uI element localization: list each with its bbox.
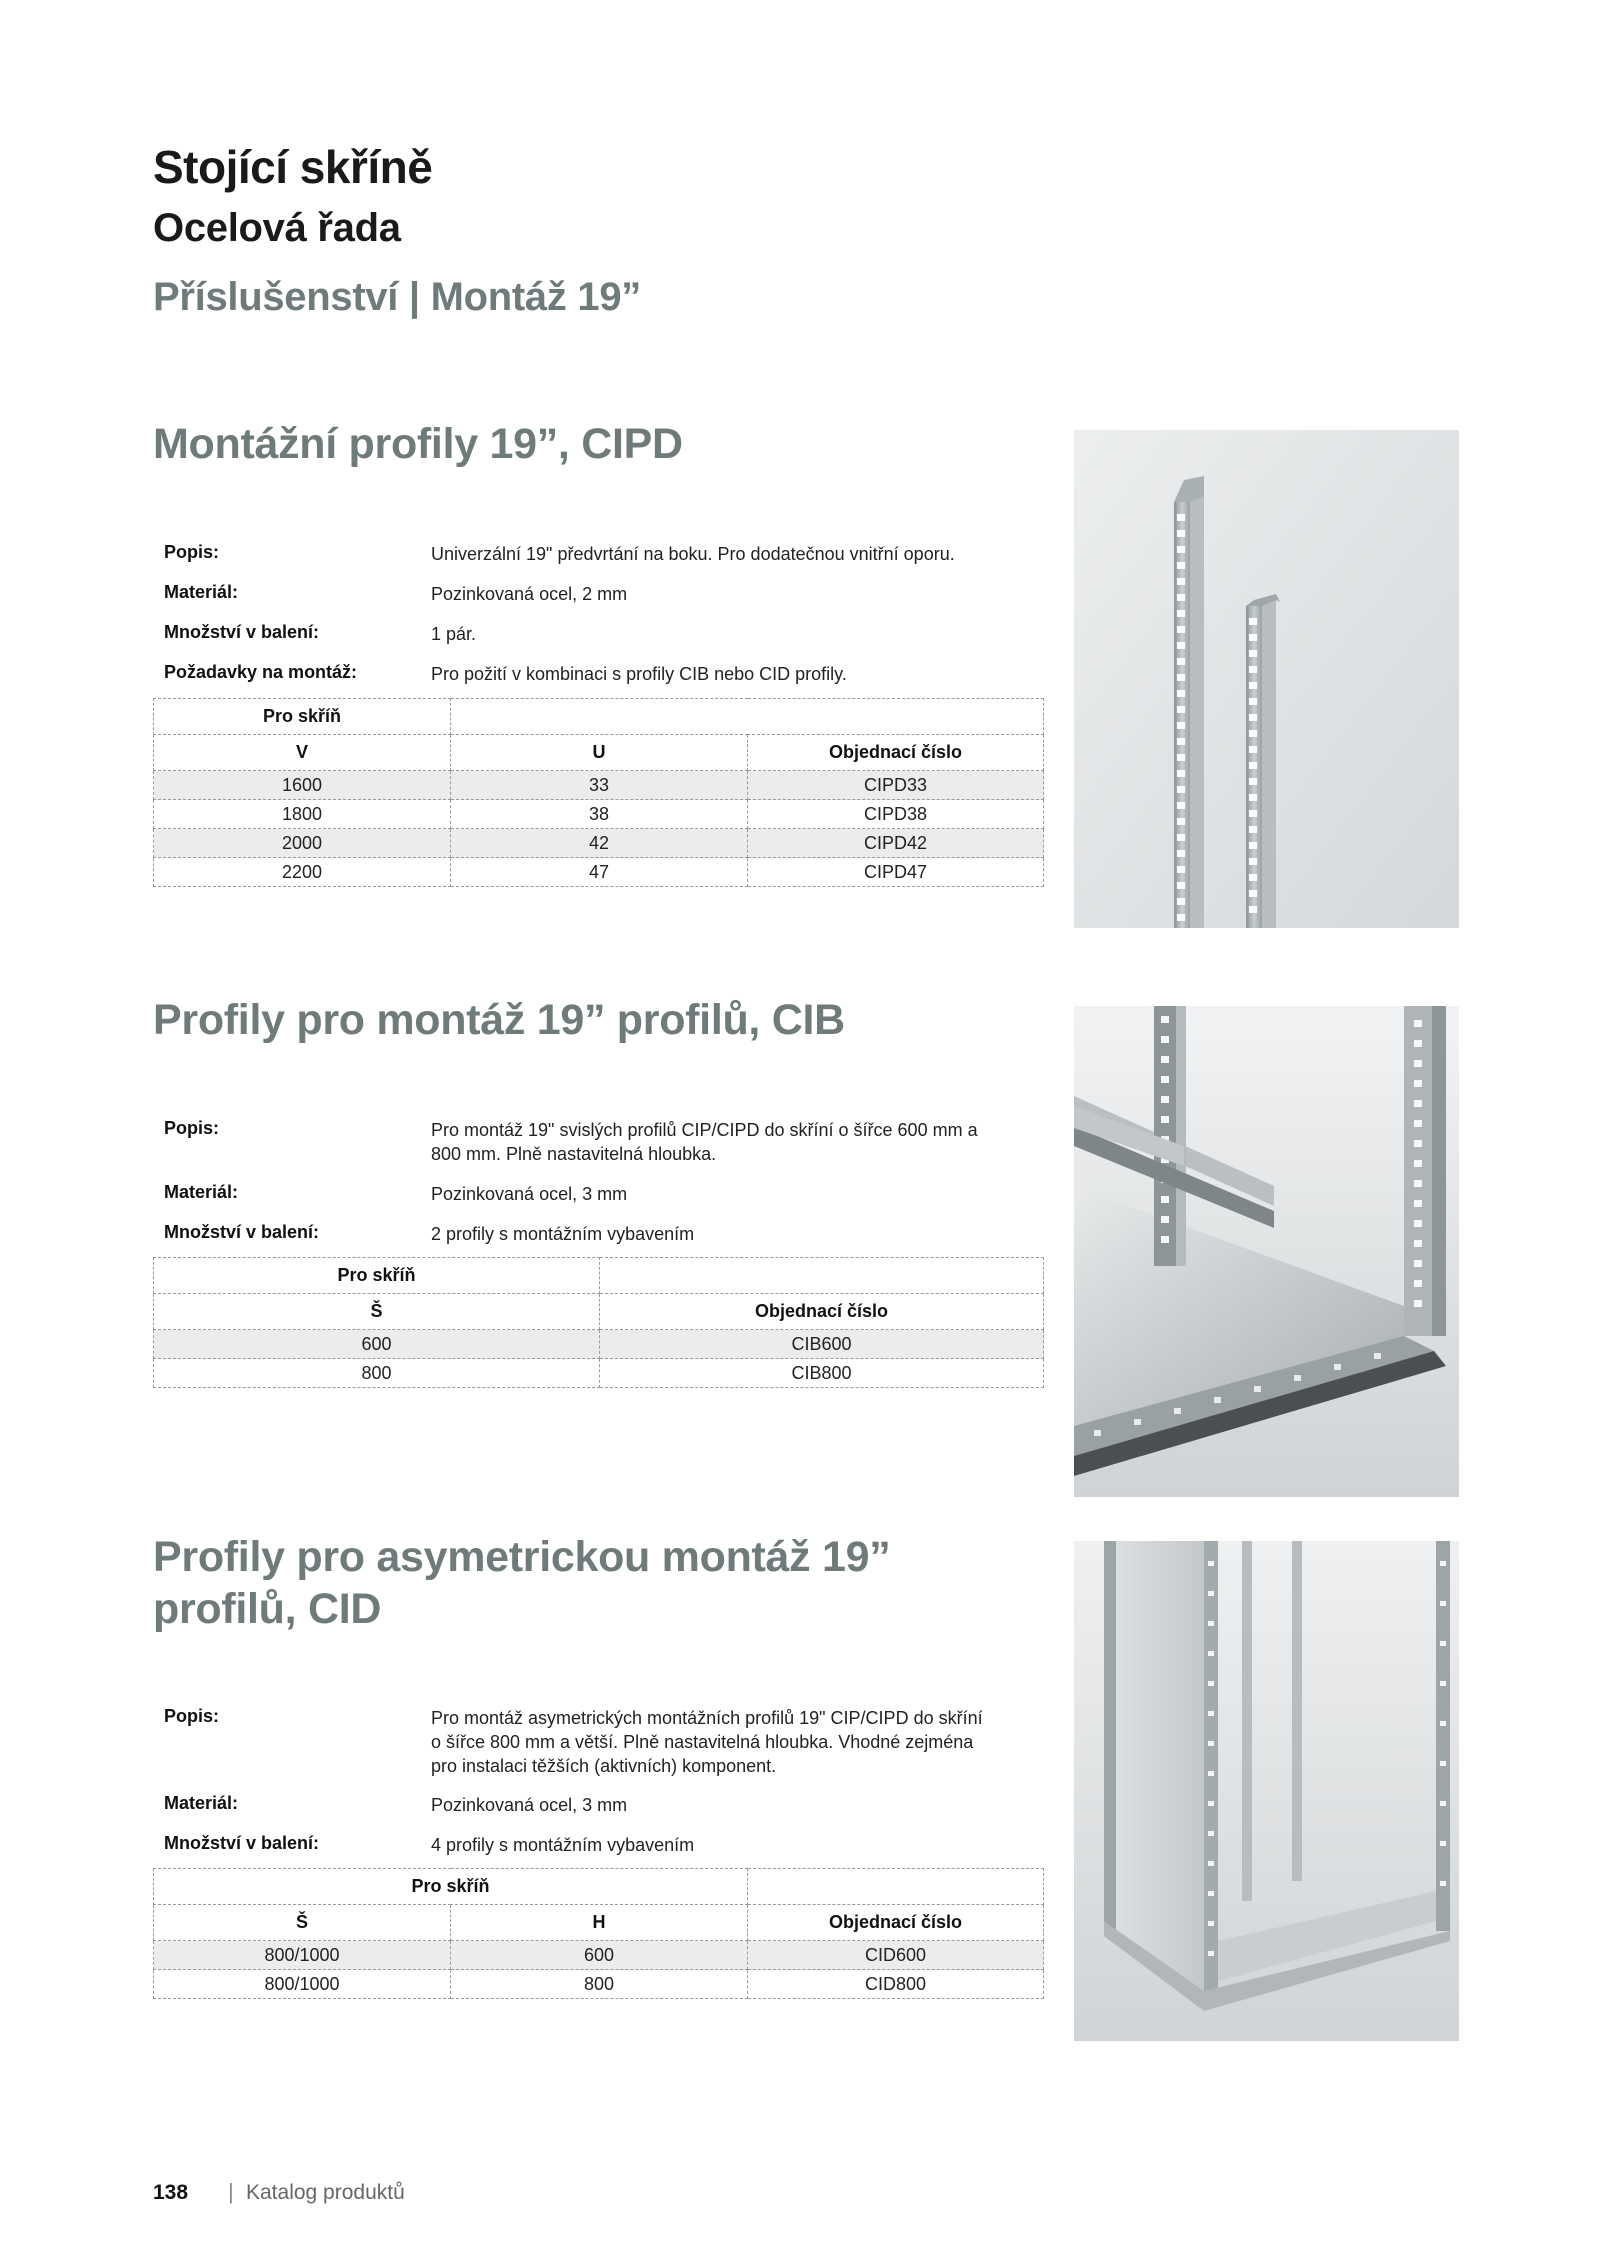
product-table-cid bbox=[153, 1868, 1044, 1999]
section-heading: Příslušenství | Montáž 19” bbox=[153, 275, 641, 319]
section-title-cib: Profily pro montáž 19” profilů, CIB bbox=[153, 996, 845, 1044]
spec-value-mnozstvi: 2 profily s montážním vybavením bbox=[431, 1224, 695, 1244]
spec-label-material: Materiál: bbox=[164, 1793, 239, 1813]
section-title-cid bbox=[153, 1531, 1053, 1635]
product-photo-cib bbox=[1074, 1006, 1459, 1497]
table-cell: CIB600 bbox=[600, 1330, 1044, 1359]
spec-value-popis bbox=[431, 1118, 1011, 1166]
table-group-header-row bbox=[154, 1869, 1044, 1905]
table-cell: 600 bbox=[451, 1941, 748, 1970]
table-cell-empty bbox=[600, 1258, 1044, 1294]
spec-value-pozadavky: Pro požití v kombinaci s profily CIB nebo CID profily. bbox=[431, 664, 847, 684]
table-row bbox=[154, 829, 1044, 858]
spec-label-material: Materiál: bbox=[164, 582, 239, 602]
table-cell: 42 bbox=[451, 829, 748, 858]
table-column-header: H bbox=[451, 1905, 748, 1941]
table-group-header: Pro skříň bbox=[154, 699, 451, 735]
table-cell: 800/1000 bbox=[154, 1970, 451, 1999]
spec-value-line: Pro montáž 19" svislých profilů CIP/CIPD do skříní o šířce 600 mm a bbox=[431, 1120, 978, 1140]
spec-value-line: pro instalaci těžších (aktivních) komponent. bbox=[431, 1756, 777, 1776]
table-column-header: Objednací číslo bbox=[748, 735, 1044, 771]
table-cell: CIPD33 bbox=[748, 771, 1044, 800]
table-column-header: Š bbox=[154, 1294, 600, 1330]
table-cell: 47 bbox=[451, 858, 748, 887]
product-photo-cid bbox=[1074, 1541, 1459, 2041]
spec-value-popis: Univerzální 19" předvrtání na boku. Pro dodatečnou vnitřní oporu. bbox=[431, 544, 955, 564]
product-photo-cipd bbox=[1074, 430, 1459, 928]
table-cell: 800 bbox=[451, 1970, 748, 1999]
spec-value-line: 800 mm. Plně nastavitelná hloubka. bbox=[431, 1144, 717, 1164]
table-row bbox=[154, 771, 1044, 800]
table-row bbox=[154, 800, 1044, 829]
page-subtitle: Ocelová řada bbox=[153, 206, 401, 250]
footer-catalog: Katalog produktů bbox=[246, 2181, 405, 2204]
table-cell: CIB800 bbox=[600, 1359, 1044, 1388]
section-title-cipd: Montážní profily 19”, CIPD bbox=[153, 420, 683, 468]
product-table-cib bbox=[153, 1257, 1044, 1388]
table-header-row bbox=[154, 1294, 1044, 1330]
page-number: 138 bbox=[153, 2181, 189, 2204]
table-column-header: Š bbox=[154, 1905, 451, 1941]
table-group-header: Pro skříň bbox=[154, 1869, 748, 1905]
table-header-row bbox=[154, 735, 1044, 771]
spec-value-material: Pozinkovaná ocel, 2 mm bbox=[431, 584, 628, 604]
spec-label-popis: Popis: bbox=[164, 1118, 220, 1138]
spec-label-mnozstvi: Množství v balení: bbox=[164, 1833, 320, 1853]
spec-value-mnozstvi: 1 pár. bbox=[431, 624, 477, 644]
table-column-header: Objednací číslo bbox=[748, 1905, 1044, 1941]
section-title-line: Profily pro asymetrickou montáž 19” bbox=[153, 1533, 891, 1581]
spec-value-material: Pozinkovaná ocel, 3 mm bbox=[431, 1795, 628, 1815]
spec-label-mnozstvi: Množství v balení: bbox=[164, 1222, 320, 1242]
spec-value-mnozstvi: 4 profily s montážním vybavením bbox=[431, 1835, 695, 1855]
table-group-header-row bbox=[154, 699, 1044, 735]
table-cell: 2200 bbox=[154, 858, 451, 887]
spec-label-pozadavky: Požadavky na montáž: bbox=[164, 662, 358, 682]
table-column-header: V bbox=[154, 735, 451, 771]
table-cell: 800/1000 bbox=[154, 1941, 451, 1970]
spec-value-line: Pro montáž asymetrických montážních profilů 19" CIP/CIPD do skříní bbox=[431, 1708, 983, 1728]
table-header-row bbox=[154, 1905, 1044, 1941]
spec-label-popis: Popis: bbox=[164, 542, 220, 562]
table-row bbox=[154, 858, 1044, 887]
footer-separator: | bbox=[228, 2179, 234, 2204]
spec-label-popis: Popis: bbox=[164, 1706, 220, 1726]
product-table-cipd bbox=[153, 698, 1044, 887]
table-cell: 38 bbox=[451, 800, 748, 829]
table-row bbox=[154, 1970, 1044, 1999]
table-cell: CIPD38 bbox=[748, 800, 1044, 829]
table-cell: 2000 bbox=[154, 829, 451, 858]
table-cell: CIPD42 bbox=[748, 829, 1044, 858]
table-cell: 33 bbox=[451, 771, 748, 800]
cabinet-frame-illustration bbox=[1074, 1006, 1459, 1497]
spec-value-line: o šířce 800 mm a větší. Plně nastavitelná hloubka. Vhodné zejména bbox=[431, 1732, 974, 1752]
table-cell: CIPD47 bbox=[748, 858, 1044, 887]
table-cell: 600 bbox=[154, 1330, 600, 1359]
table-row bbox=[154, 1359, 1044, 1388]
page-title: Stojící skříně bbox=[153, 141, 433, 193]
spec-label-material: Materiál: bbox=[164, 1182, 239, 1202]
table-cell-empty bbox=[451, 699, 1044, 735]
table-row bbox=[154, 1330, 1044, 1359]
table-column-header: Objednací číslo bbox=[600, 1294, 1044, 1330]
spec-value-popis bbox=[431, 1706, 1011, 1778]
table-cell: CID800 bbox=[748, 1970, 1044, 1999]
table-cell: 1800 bbox=[154, 800, 451, 829]
table-cell: 1600 bbox=[154, 771, 451, 800]
table-row bbox=[154, 1941, 1044, 1970]
table-cell: 800 bbox=[154, 1359, 600, 1388]
spec-label-mnozstvi: Množství v balení: bbox=[164, 622, 320, 642]
cabinet-tall-illustration bbox=[1074, 1541, 1459, 2041]
section-title-line: profilů, CID bbox=[153, 1585, 382, 1633]
mounting-profiles-illustration bbox=[1074, 430, 1459, 928]
spec-value-material: Pozinkovaná ocel, 3 mm bbox=[431, 1184, 628, 1204]
table-group-header: Pro skříň bbox=[154, 1258, 600, 1294]
table-cell: CID600 bbox=[748, 1941, 1044, 1970]
table-cell-empty bbox=[748, 1869, 1044, 1905]
table-group-header-row bbox=[154, 1258, 1044, 1294]
table-column-header: U bbox=[451, 735, 748, 771]
